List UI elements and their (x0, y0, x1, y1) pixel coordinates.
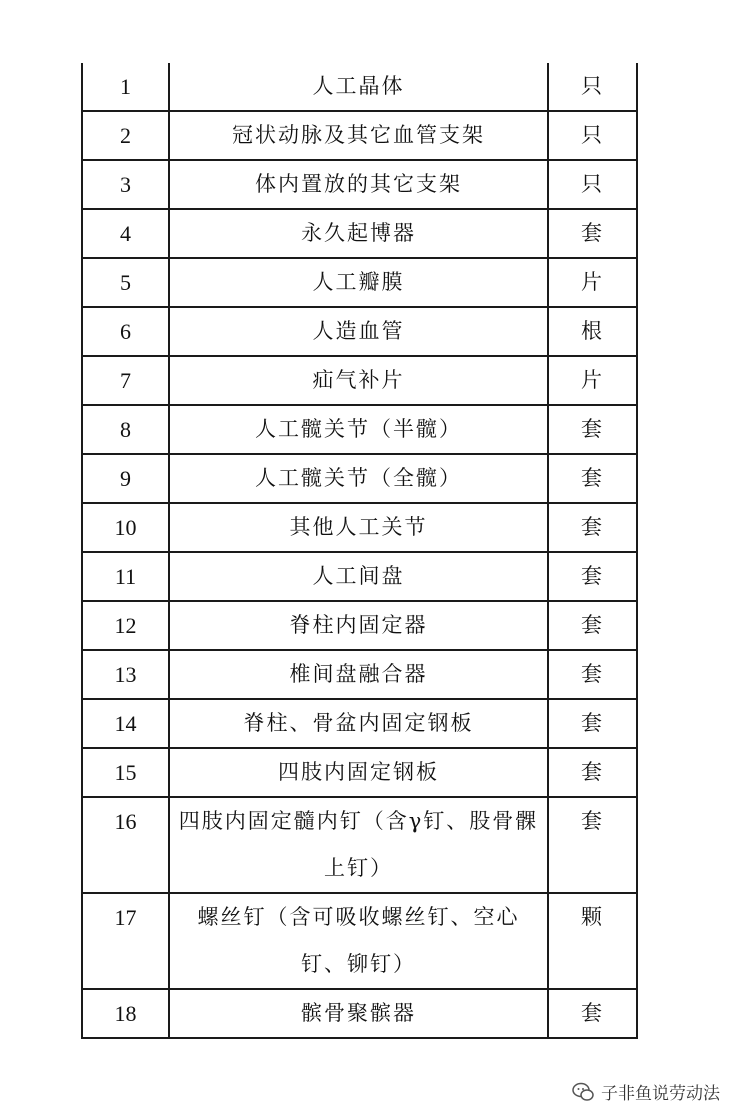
watermark-text: 子非鱼说劳动法 (601, 1084, 720, 1104)
item-unit: 套 (548, 601, 637, 650)
item-name: 人工间盘 (169, 552, 548, 601)
item-unit: 只 (548, 160, 637, 209)
item-name: 人工髋关节（半髋） (169, 405, 548, 454)
table-row (82, 63, 637, 111)
item-unit: 只 (548, 63, 637, 111)
watermark (571, 1079, 720, 1104)
table-row (82, 552, 637, 601)
item-name: 人工瓣膜 (169, 258, 548, 307)
item-name: 髌骨聚髌器 (169, 989, 548, 1038)
table-row (82, 650, 637, 699)
implant-table (81, 63, 638, 1039)
item-unit: 只 (548, 111, 637, 160)
item-name: 永久起博器 (169, 209, 548, 258)
item-unit: 套 (548, 989, 637, 1038)
item-name: 其他人工关节 (169, 503, 548, 552)
implant-table-container (81, 63, 636, 1039)
item-name: 脊柱、骨盆内固定钢板 (169, 699, 548, 748)
table-row (82, 601, 637, 650)
item-unit: 套 (548, 797, 637, 893)
row-number: 12 (82, 601, 169, 650)
table-row (82, 356, 637, 405)
row-number: 10 (82, 503, 169, 552)
item-name: 椎间盘融合器 (169, 650, 548, 699)
item-unit: 套 (548, 650, 637, 699)
wechat-icon (571, 1080, 595, 1104)
table-row (82, 893, 637, 989)
item-name: 冠状动脉及其它血管支架 (169, 111, 548, 160)
item-unit: 套 (548, 503, 637, 552)
item-name: 脊柱内固定器 (169, 601, 548, 650)
row-number: 3 (82, 160, 169, 209)
item-unit: 套 (548, 454, 637, 503)
row-number: 16 (82, 797, 169, 893)
item-unit: 套 (548, 405, 637, 454)
table-row (82, 797, 637, 893)
table-row (82, 503, 637, 552)
item-name: 体内置放的其它支架 (169, 160, 548, 209)
row-number: 11 (82, 552, 169, 601)
table-row (82, 160, 637, 209)
item-name: 螺丝钉（含可吸收螺丝钉、空心钉、铆钉） (169, 893, 548, 989)
item-name: 疝气补片 (169, 356, 548, 405)
row-number: 17 (82, 893, 169, 989)
table-row (82, 307, 637, 356)
item-unit: 根 (548, 307, 637, 356)
row-number: 9 (82, 454, 169, 503)
table-row (82, 989, 637, 1038)
row-number: 1 (82, 63, 169, 111)
item-unit: 片 (548, 356, 637, 405)
row-number: 8 (82, 405, 169, 454)
row-number: 5 (82, 258, 169, 307)
row-number: 7 (82, 356, 169, 405)
table-row (82, 111, 637, 160)
table-row (82, 454, 637, 503)
item-unit: 套 (548, 748, 637, 797)
table-row (82, 748, 637, 797)
row-number: 14 (82, 699, 169, 748)
table-row (82, 258, 637, 307)
item-unit: 颗 (548, 893, 637, 989)
item-name: 四肢内固定钢板 (169, 748, 548, 797)
row-number: 13 (82, 650, 169, 699)
table-row (82, 699, 637, 748)
row-number: 4 (82, 209, 169, 258)
item-name: 人工髋关节（全髋） (169, 454, 548, 503)
item-unit: 片 (548, 258, 637, 307)
item-name: 人造血管 (169, 307, 548, 356)
item-unit: 套 (548, 209, 637, 258)
item-unit: 套 (548, 699, 637, 748)
table-row (82, 209, 637, 258)
table-row (82, 405, 637, 454)
row-number: 6 (82, 307, 169, 356)
item-unit: 套 (548, 552, 637, 601)
row-number: 15 (82, 748, 169, 797)
item-name: 四肢内固定髓内钉（含γ钉、股骨髁上钉） (169, 797, 548, 893)
row-number: 18 (82, 989, 169, 1038)
item-name: 人工晶体 (169, 63, 548, 111)
row-number: 2 (82, 111, 169, 160)
